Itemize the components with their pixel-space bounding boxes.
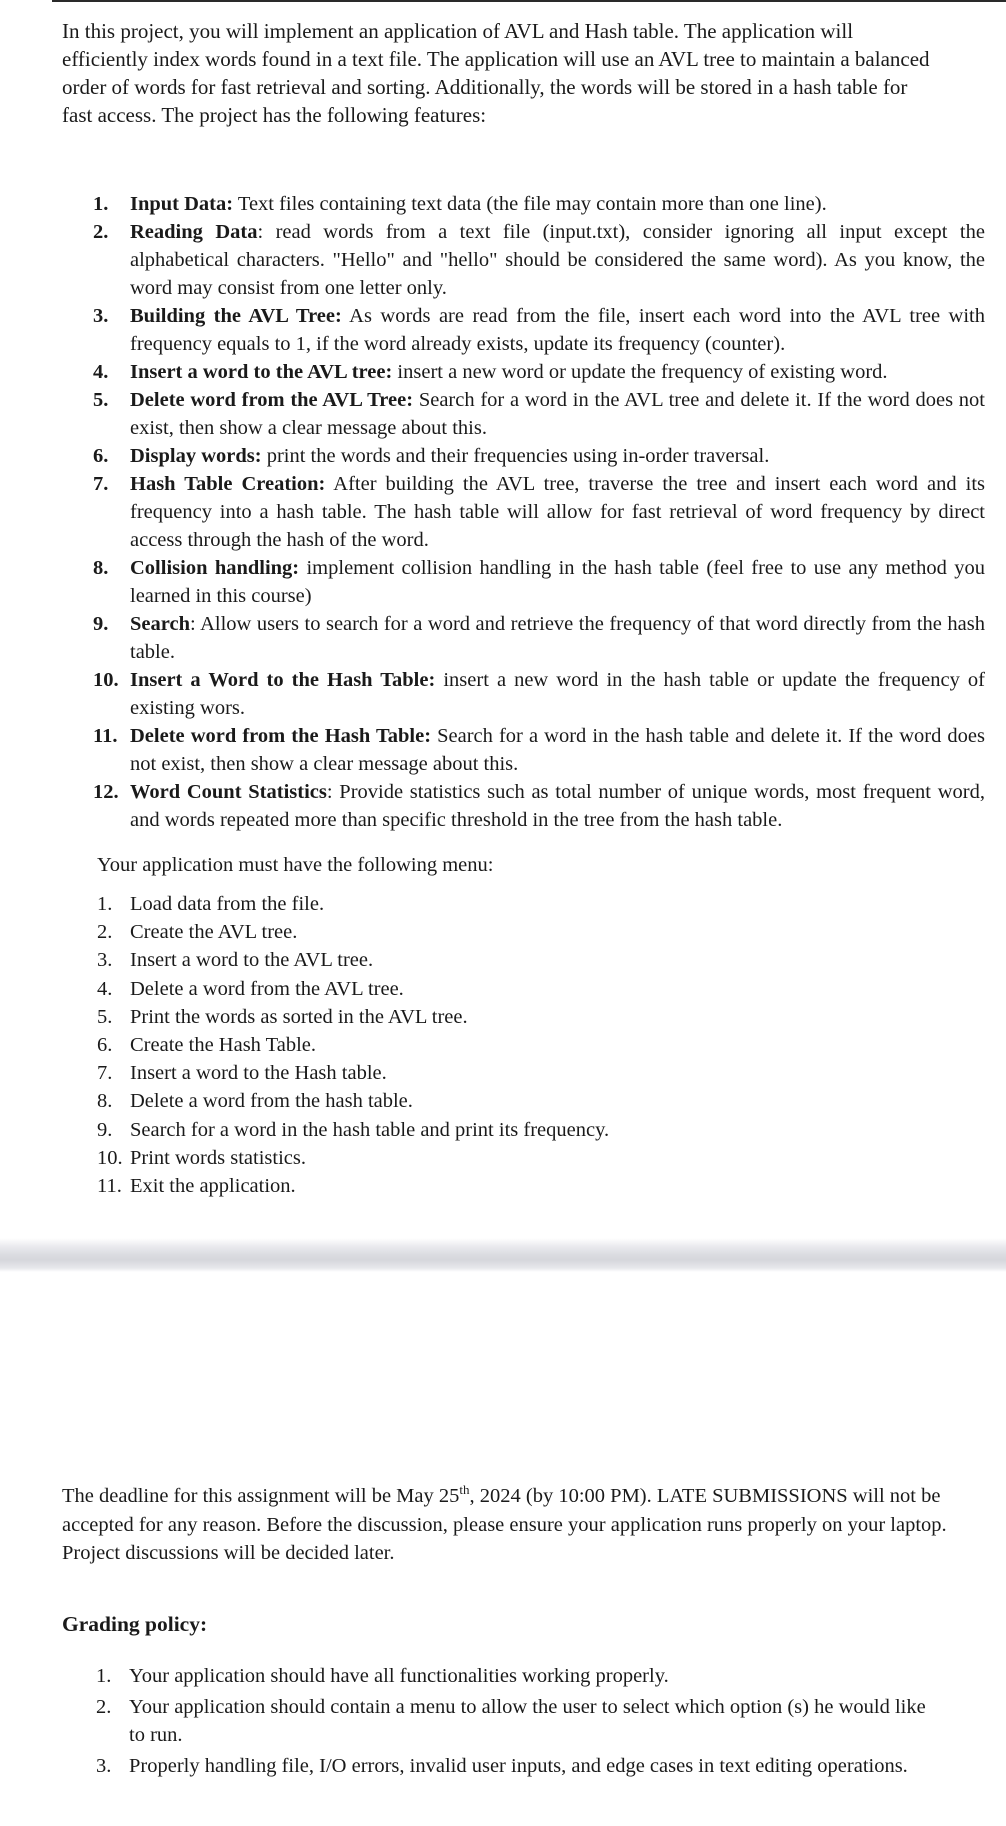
feature-number: 6. — [93, 445, 109, 467]
grading-text: Your application should contain a menu to allow the user to select which option (s) he would like to run. — [129, 1695, 926, 1746]
menu-number: 2. — [97, 921, 113, 944]
feature-term: Hash Table Creation: — [130, 473, 326, 495]
menu-text: Search for a word in the hash table and print its frequency. — [130, 1118, 610, 1141]
feature-item — [93, 442, 985, 470]
feature-number: 8. — [93, 557, 109, 579]
feature-number: 1. — [93, 193, 109, 215]
menu-number: 9. — [97, 1118, 113, 1141]
menu-text: Load data from the file. — [130, 893, 325, 915]
feature-text: : read words from a text file (input.txt), consider ignoring all input except the alphabetical characters. "Hello" and "hello" should be considered the same word). As you know, the word may consist from one letter only. — [130, 221, 985, 299]
menu-item — [97, 1003, 797, 1031]
feature-number: 2. — [93, 221, 109, 243]
feature-number: 9. — [93, 613, 109, 635]
feature-text: Text files containing text data (the file may contain more than one line). — [233, 193, 827, 215]
grading-text: Properly handling file, I/O errors, invalid user inputs, and edge cases in text editing operations. — [129, 1754, 908, 1777]
feature-text: After building the AVL tree, traverse the tree and insert each word and its frequency into a hash table. The hash table will allow for fast retrieval of word frequency by direct access through the hash of the word. — [130, 473, 986, 551]
feature-item — [93, 666, 985, 722]
menu-text: Insert a word to the Hash table. — [130, 1062, 387, 1085]
menu-item — [97, 1087, 797, 1115]
menu-item — [97, 1144, 797, 1172]
feature-number: 3. — [93, 305, 109, 327]
grading-number: 1. — [96, 1665, 112, 1687]
feature-item — [93, 778, 985, 834]
feature-list — [93, 190, 985, 834]
feature-text: : Allow users to search for a word and retrieve the frequency of that word directly from the hash table. — [130, 613, 985, 663]
menu-number: 4. — [97, 977, 113, 1000]
menu-item — [97, 1172, 797, 1200]
menu-item — [97, 975, 797, 1003]
feature-term: Display words: — [130, 445, 262, 467]
menu-number: 8. — [97, 1090, 113, 1113]
feature-term: Building the AVL Tree: — [130, 305, 342, 327]
feature-text: print the words and their frequencies using in-order traversal. — [261, 445, 770, 467]
menu-number: 10. — [97, 1146, 123, 1169]
feature-term: Insert a Word to the Hash Table: — [130, 669, 436, 691]
menu-item — [97, 1116, 797, 1144]
grading-list — [96, 1662, 936, 1782]
feature-item — [93, 554, 985, 610]
menu-item — [97, 946, 797, 974]
menu-number: 7. — [97, 1062, 113, 1085]
menu-text: Delete a word from the AVL tree. — [130, 977, 404, 1000]
deadline-paragraph — [62, 1482, 962, 1568]
feature-item — [93, 610, 985, 666]
menu-text: Delete a word from the hash table. — [130, 1090, 413, 1113]
feature-number: 10. — [93, 669, 119, 691]
feature-text: : Provide statistics such as total number of unique words, most frequent word, and words repeated more than specific threshold in the tree from the hash table. — [130, 781, 985, 831]
feature-term: Insert a word to the AVL tree: — [130, 361, 393, 383]
feature-item — [93, 218, 985, 302]
feature-term: Delete word from the Hash Table: — [130, 725, 432, 747]
menu-text: Create the AVL tree. — [130, 921, 298, 944]
feature-text: As words are read from the file, insert each word into the AVL tree with frequency equals to 1, if the word already exists, update its frequency (counter). — [130, 305, 985, 355]
menu-text: Exit the application. — [130, 1175, 296, 1198]
menu-text: Print the words as sorted in the AVL tree. — [130, 1005, 468, 1028]
feature-text: implement collision handling in the hash table (feel free to use any method you learned in this course) — [130, 557, 985, 607]
menu-text: Insert a word to the AVL tree. — [130, 949, 374, 972]
menu-number: 1. — [97, 893, 113, 915]
feature-item — [93, 302, 985, 358]
grading-heading: Grading policy: — [62, 1612, 208, 1636]
grading-item — [96, 1752, 936, 1781]
menu-text: Print words statistics. — [130, 1146, 306, 1169]
feature-number: 5. — [93, 389, 109, 411]
feature-number: 4. — [93, 361, 109, 383]
feature-item — [93, 722, 985, 778]
menu-item — [97, 1031, 797, 1059]
page-separator — [0, 1238, 1006, 1294]
feature-term: Input Data: — [130, 193, 234, 215]
feature-item — [93, 358, 985, 386]
feature-number: 7. — [93, 473, 109, 495]
feature-term: Delete word from the AVL Tree: — [130, 389, 414, 411]
grading-number: 3. — [96, 1754, 112, 1777]
document-page-2 — [0, 1294, 1006, 1826]
top-rule — [52, 0, 1006, 2]
deadline-ordinal-suffix: th — [459, 1482, 470, 1498]
menu-item — [97, 1059, 797, 1087]
menu-number: 6. — [97, 1034, 113, 1057]
deadline-text-after: , 2024 (by 10:00 PM). LATE SUBMISSIONS will not be accepted for any reason. Before the discussion, please ensure your application runs properly on your laptop. Project discussions will be decided later. — [62, 1485, 947, 1564]
feature-item — [93, 190, 985, 218]
menu-item — [97, 918, 797, 946]
menu-text: Create the Hash Table. — [130, 1034, 317, 1057]
feature-number: 11. — [93, 725, 118, 747]
feature-text: Search for a word in the hash table and delete it. If the word does not exist, then show a clear message about this. — [130, 725, 985, 775]
menu-number: 3. — [97, 949, 113, 972]
feature-term: Word Count Statistics — [130, 781, 327, 803]
menu-item — [97, 890, 797, 918]
feature-item — [93, 386, 985, 442]
feature-term: Collision handling: — [130, 557, 300, 579]
grading-number: 2. — [96, 1695, 112, 1718]
feature-number: 12. — [93, 781, 119, 803]
menu-number: 11. — [97, 1175, 122, 1198]
menu-list — [97, 890, 797, 1200]
feature-item — [93, 470, 985, 554]
feature-term: Search — [130, 613, 190, 635]
grading-item — [96, 1693, 936, 1750]
feature-text: insert a new word in the hash table or update the frequency of existing wors. — [130, 669, 985, 719]
feature-term: Reading Data — [130, 221, 258, 243]
grading-item — [96, 1662, 936, 1691]
menu-intro: Your application must have the following menu: — [97, 854, 494, 876]
grading-text: Your application should have all functionalities working properly. — [129, 1665, 669, 1687]
deadline-text-before: The deadline for this assignment will be May 25 — [62, 1485, 460, 1507]
feature-text: insert a new word or update the frequency of existing word. — [392, 361, 888, 383]
intro-paragraph: In this project, you will implement an application of AVL and Hash table. The application will efficiently index words found in a text file. The application will use an AVL tree to maintain a balanced order of words for fast retrieval and sorting. Additionally, the words will be stored in a hash table for fast access. The project has the following features: — [62, 19, 930, 127]
menu-number: 5. — [97, 1005, 113, 1028]
feature-text: Search for a word in the AVL tree and delete it. If the word does not exist, then show a clear message about this. — [130, 389, 985, 439]
